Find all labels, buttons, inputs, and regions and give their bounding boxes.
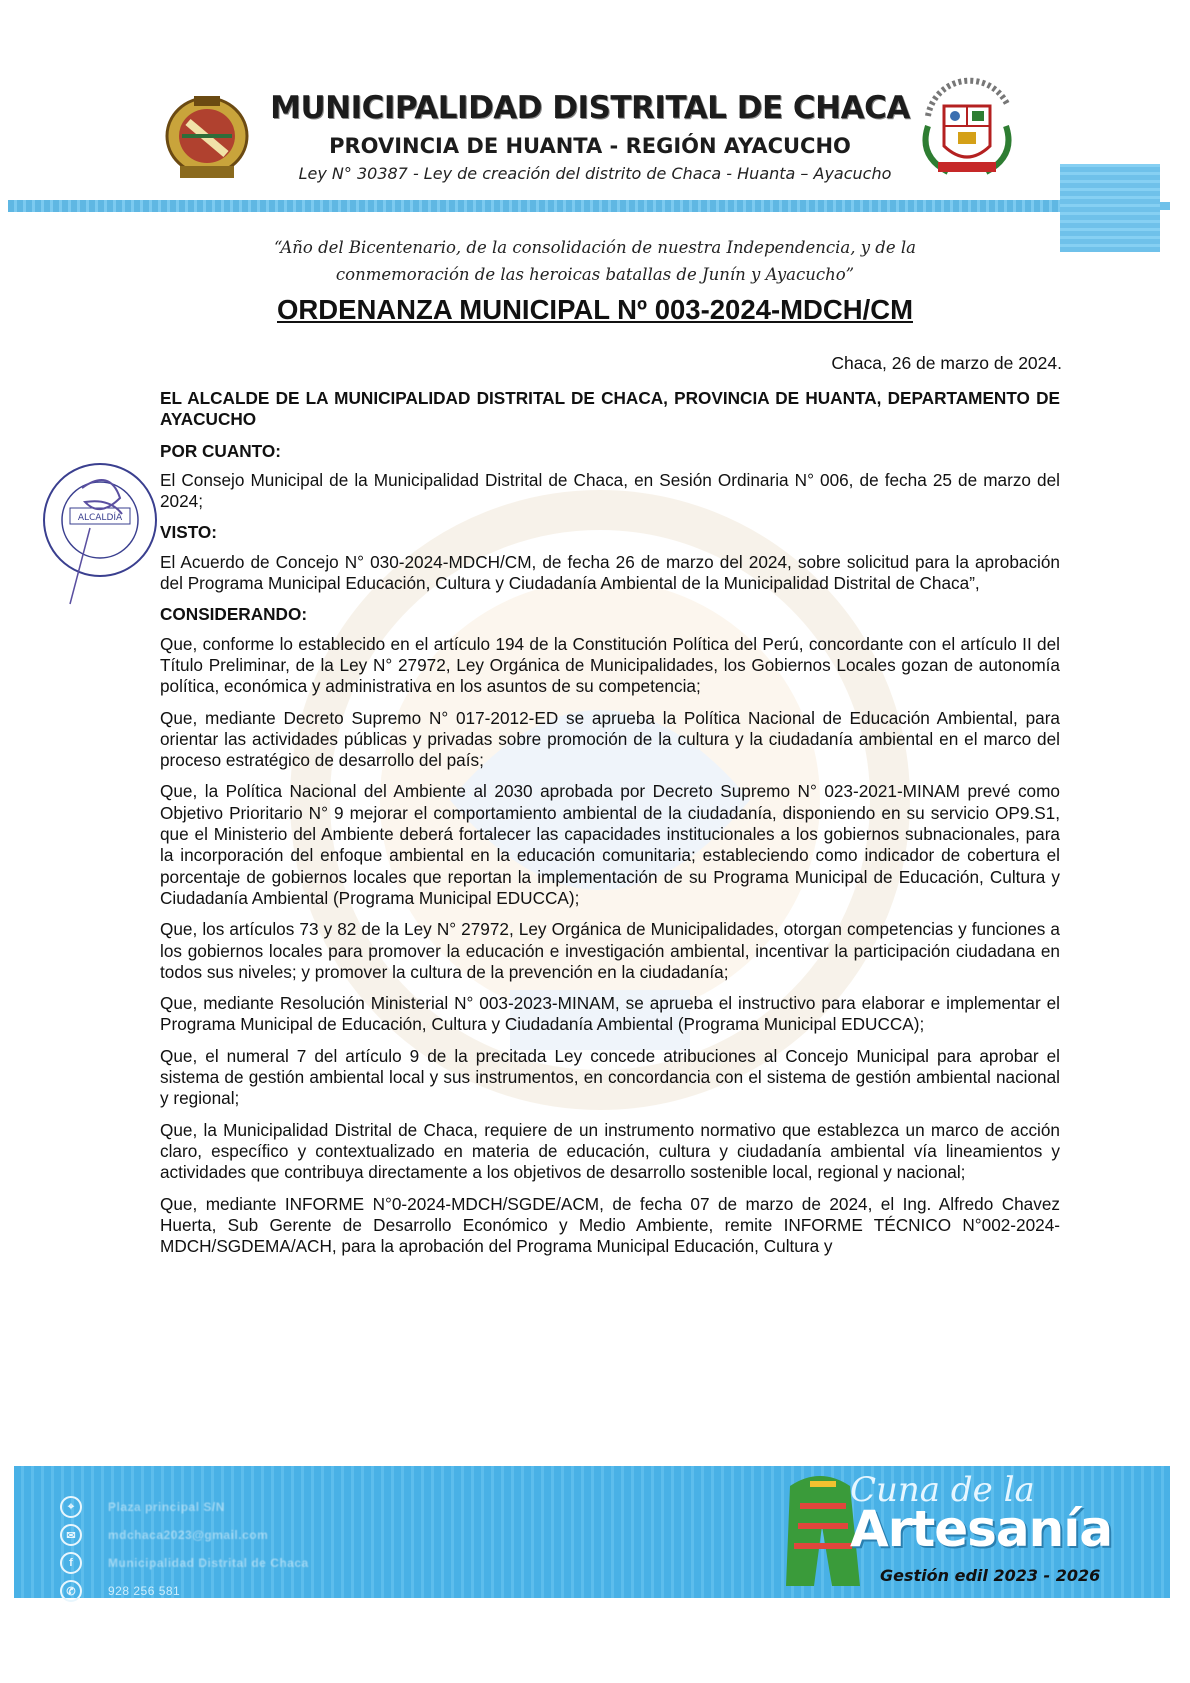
motto-line-2: conmemoración de las heroicas batallas de Junín y Ayacucho” [335, 265, 855, 284]
email-icon: ✉ [60, 1524, 82, 1546]
considerando-heading: CONSIDERANDO: [160, 604, 308, 625]
province-subtitle: PROVINCIA DE HUANTA - REGIÓN AYACUCHO [329, 134, 851, 158]
considerando-paragraph: Que, el numeral 7 del artículo 9 de la precitada Ley concede atribuciones al Concejo Municipal para aprobar el sistema de gestión ambiental local y sus instrumentos, en concordancia con el sistema de gestión ambiental nacional y regional; [160, 1045, 1060, 1109]
authority-heading: EL ALCALDE DE LA MUNICIPALIDAD DISTRITAL DE CHACA, PROVINCIA DE HUANTA, DEPARTAMENTO DE AYACUCHO [160, 388, 1060, 430]
facebook-icon: f [60, 1552, 82, 1574]
considerando-paragraph: Que, la Política Nacional del Ambiente al 2030 aprobada por Decreto Supremo N° 023-2021-MINAM prevé como Objetivo Prioritario N° 9 mejorar el comportamiento ambiental de la ciudadanía, disponiendo en su servicio OP9.S1, que el Ministerio del Ambiente deberá fortalecer las capacidades institucionales a los gobiernos subnacionales, para la incorporación del enfoque ambiental en la educación comunitaria; estableciendo como indicador de cobertura el porcentaje de gobiernos locales que reportan la implementación de su Programa Municipal de Educación, Cultura y Ciudadanía Ambiental (Programa Municipal EDUCCA); [160, 781, 1060, 908]
document-body [160, 388, 1060, 1267]
por-cuanto-heading: POR CUANTO: [160, 440, 281, 461]
ordinance-title: ORDENANZA MUNICIPAL Nº 003-2024-MDCH/CM [277, 294, 913, 325]
header-band [8, 200, 1158, 212]
municipal-crest-icon [158, 92, 256, 184]
footer-facebook: Municipalidad Distrital de Chaca [108, 1556, 309, 1570]
considerando-paragraph: Que, mediante Resolución Ministerial N° 003-2023-MINAM, se aprueba el instructivo para elaborar e implementar el Programa Municipal de Educación, Cultura y Ciudadanía Ambiental (Programa Municipal EDUCCA); [160, 993, 1060, 1035]
footer-address: Plaza principal S/N [108, 1500, 225, 1514]
stamp-center-text: ALCALDÍA [77, 513, 123, 523]
footer-phone: 928 256 581 [108, 1584, 181, 1598]
phone-icon: ✆ [60, 1580, 82, 1602]
brand-script: Cuna de la [850, 1470, 1035, 1510]
considerando-paragraph: Que, mediante INFORME N°0-2024-MDCH/SGDE/ACM, de fecha 07 de marzo de 2024, el Ing. Alfredo Chavez Huerta, Sub Gerente de Desarrollo Económico y Medio Ambiente, remite INFORME TÉCNICO N°002-2024-MDCH/SGDEMA/ACH, para la aprobación del Programa Municipal Educación, Cultura y [160, 1193, 1060, 1257]
footer-phone-row [60, 1580, 180, 1602]
administration-term: Gestión edil 2023 - 2026 [880, 1566, 1101, 1585]
location-icon: ⌖ [60, 1496, 82, 1518]
brand-artesania: Artesanía [850, 1500, 1113, 1558]
footer-address-row [60, 1496, 225, 1518]
visto-heading: VISTO: [160, 522, 217, 543]
footer-email-row [60, 1524, 268, 1546]
seal-icon [30, 458, 162, 608]
por-cuanto-text: El Consejo Municipal de la Municipalidad Distrital de Chaca, en Sesión Ordinaria N° 006, de fecha 25 de marzo del 2024; [160, 469, 1060, 512]
municipality-title: MUNICIPALIDAD DISTRITAL DE CHACA [270, 90, 910, 126]
footer-email: mdchaca2023@gmail.com [108, 1528, 269, 1542]
document-date: Chaca, 26 de marzo de 2024. [831, 353, 1062, 373]
year-motto [180, 234, 1010, 288]
considerando-paragraph: Que, los artículos 73 y 82 de la Ley N° 27972, Ley Orgánica de Municipalidades, otorgan competencias y funciones a los gobiernos locales para promover la educación e investigación ambiental, incentivar la participación ciudadana en todos sus niveles; y promover la cultura de la prevención en la ciudadanía; [160, 919, 1060, 982]
header-corner-dot [1160, 202, 1170, 210]
visto-text: El Acuerdo de Concejo N° 030-2024-MDCH/CM, de fecha 26 de marzo del 2024, sobre solicitud para la aprobación del Programa Municipal Educación, Cultura y Ciudadanía Ambiental de la Municipalidad Distrital de Chaca”, [160, 551, 1060, 594]
considerando-paragraph: Que, la Municipalidad Distrital de Chaca, requiere de un instrumento normativo que establezca un marco de acción claro, específico y contextualizado en materia de educación, cultura y ciudadanía ambiental vía lineamientos y actividades que contribuya directamente a los objetivos de desarrollo sostenible local, regional y nacional; [160, 1119, 1060, 1183]
header-corner-block [1060, 164, 1160, 252]
footer-facebook-row [60, 1552, 309, 1574]
considerando-paragraph: Que, mediante Decreto Supremo N° 017-2012-ED se aprueba la Política Nacional de Educación Ambiental, para orientar las actividades públicas y privadas sobre promoción de la cultura y la ciudadanía ambiental en el marco del proceso estratégico de desarrollo del país; [160, 707, 1060, 771]
motto-line-1: “Año del Bicentenario, de la consolidación de nuestra Independencia, y de la [274, 238, 916, 257]
considerando-paragraph: Que, conforme lo establecido en el artículo 194 de la Constitución Política del Perú, concordante con el artículo II del Título Preliminar, de la Ley N° 27972, Ley Orgánica de Municipalidades, los Gobiernos Locales gozan de autonomía política, económica y administrativa en los asuntos de su competencia; [160, 633, 1060, 697]
creation-law: Ley N° 30387 - Ley de creación del distrito de Chaca - Huanta – Ayacucho [298, 164, 892, 183]
